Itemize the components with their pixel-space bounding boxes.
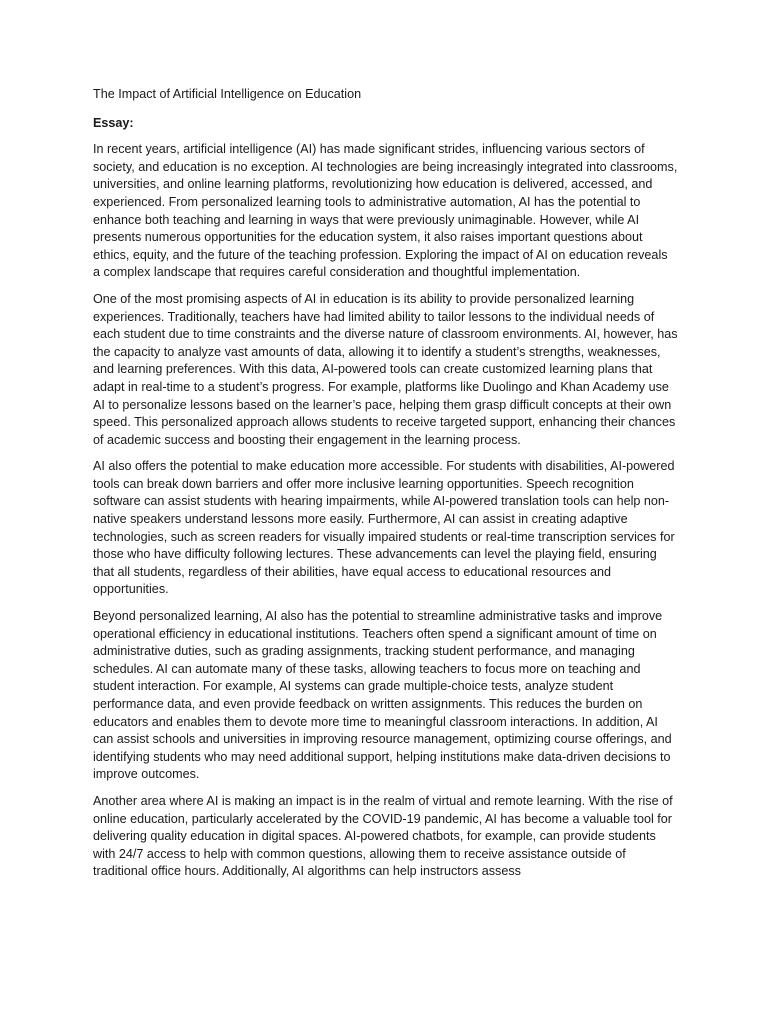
essay-label: Essay: (93, 115, 134, 130)
paragraph-3: AI also offers the potential to make education more accessible. For students with disabilities, AI-powered tools can break down barriers and offer more inclusive learning opportunities. Speech recognition software can assist students with hearing impairments, while AI-powered translation tools can help non-native speakers understand lessons more easily. Furthermore, AI can assist in creating adaptive technologies, such as screen readers for visually impaired students or real-time transcription services for those who have difficulty following lectures. These advancements can level the playing field, ensuring that all students, regardless of their abilities, have equal access to educational resources and opportunities. (93, 459, 675, 597)
document-page (93, 86, 678, 890)
paragraph-4: Beyond personalized learning, AI also has the potential to streamline administrative tasks and improve operational efficiency in educational institutions. Teachers often spend a significant amount of time on administrative duties, such as grading assignments, tracking student performance, and managing schedules. AI can automate many of these tasks, allowing teachers to focus more on teaching and student interaction. For example, AI systems can grade multiple-choice tests, analyze student performance data, and even provide feedback on written assignments. This reduces the burden on educators and enables them to devote more time to meaningful classroom interactions. In addition, AI can assist schools and universities in improving resource management, optimizing course offerings, and identifying students who may need additional support, helping institutions make data-driven decisions to improve outcomes. (93, 609, 672, 782)
paragraph-5: Another area where AI is making an impact is in the realm of virtual and remote learning. With the rise of online education, particularly accelerated by the COVID-19 pandemic, AI has become a valuable tool for delivering quality education in digital spaces. AI-powered chatbots, for example, can provide students with 24/7 access to help with common questions, allowing them to receive assistance outside of traditional office hours. Additionally, AI algorithms can help instructors assess (93, 793, 673, 879)
document-title: The Impact of Artificial Intelligence on Education (93, 87, 362, 101)
paragraph-1: In recent years, artificial intelligence (AI) has made significant strides, influencing various sectors of society, and education is no exception. AI technologies are being increasingly integrated into classrooms, universities, and online learning platforms, revolutionizing how education is delivered, accessed, and experienced. From personalized learning tools to administrative automation, AI has the potential to enhance both teaching and learning in ways that were previously unimaginable. However, while AI presents numerous opportunities for the education system, it also raises important questions about ethics, equity, and the future of the teaching profession. Exploring the impact of AI on education reveals a complex landscape that requires careful consideration and thoughtful implementation. (93, 142, 678, 280)
paragraph-2: One of the most promising aspects of AI in education is its ability to provide personalized learning experiences. Traditionally, teachers have had limited ability to tailor lessons to the individual needs of each student due to time constraints and the diverse nature of classroom environments. AI, however, has the capacity to analyze vast amounts of data, allowing it to identify a student’s strengths, weaknesses, and learning preferences. With this data, AI-powered tools can create customized learning plans that adapt in real-time to a student’s progress. For example, platforms like Duolingo and Khan Academy use AI to personalize lessons based on the learner’s pace, helping them grasp difficult concepts at their own speed. This personalized approach allows students to receive targeted support, enhancing their chances of academic success and boosting their engagement in the learning process. (93, 291, 678, 447)
